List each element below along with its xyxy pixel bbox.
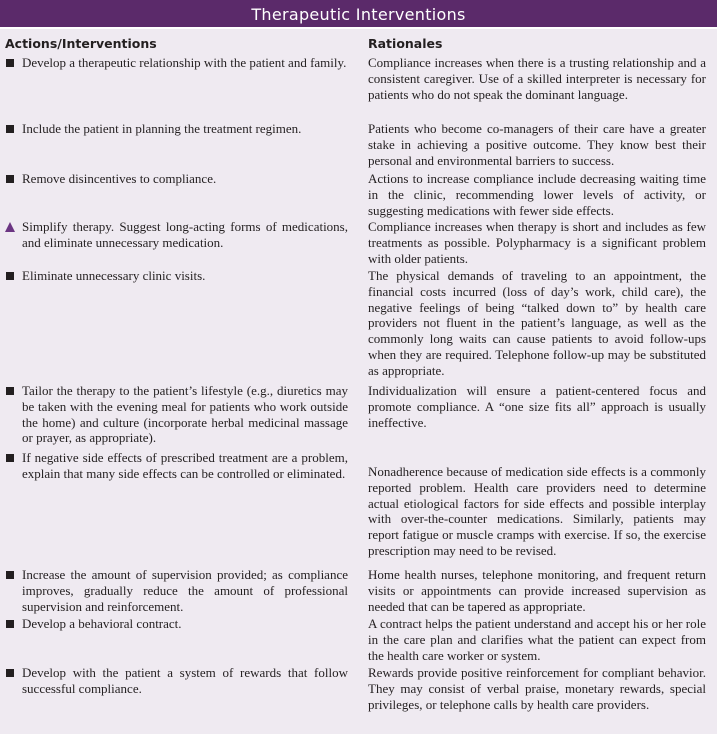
table-row: [0, 567, 717, 616]
table-row: [0, 383, 717, 450]
action-text: Increase the amount of supervision provided; as compliance improves, gradually reduce the amount of professional supervision and reinforcement.: [22, 567, 348, 614]
action-text: Tailor the therapy to the patient’s lifestyle (e.g., diuretics may be taken with the evening meal for patients who work outside the home) and culture (incorporate herbal medicinal massage or prayer, as appropriate).: [22, 383, 348, 446]
action-text: Simplify therapy. Suggest long-acting forms of medications, and eliminate unnecessary medication.: [22, 219, 348, 250]
action-text: Develop a therapeutic relationship with the patient and family.: [22, 55, 347, 70]
action-text: Remove disincentives to compliance.: [22, 171, 217, 186]
column-header-actions: Actions/Interventions: [5, 36, 157, 51]
table-title-bar: [0, 0, 717, 29]
rationale-cell: Patients who become co-managers of their care have a greater stake in achieving a positive outcome. They know best their personal and environmental barriers to success.: [368, 121, 706, 168]
rationale-cell: Compliance increases when there is a trusting relationship and a consistent caregiver. Use of a skilled interpreter is necessary for patients who do not speak the dominant language.: [368, 55, 706, 102]
rationale-cell: Compliance increases when therapy is short and includes as few treatments as possible. Polypharmacy is a significant problem with older patients.: [368, 219, 706, 266]
table-row: [0, 268, 717, 383]
square-bullet-icon: [6, 571, 14, 579]
rationale-cell: Home health nurses, telephone monitoring, and frequent return visits or appointments can provide increased supervision as needed that can be tapered as appropriate.: [368, 567, 706, 614]
square-bullet-icon: [6, 669, 14, 677]
square-bullet-icon: [6, 272, 14, 280]
rationale-cell: Nonadherence because of medication side effects is a commonly reported problem. Health care providers need to determine actual etiological factors for side effects and possible interplay with over-the-counter medications. Similarly, patients may report fatigue or muscle cramps with exercise. If so, the exercise prescription may need to be revised.: [368, 464, 706, 558]
table-row: [0, 171, 717, 219]
action-cell: [5, 171, 348, 219]
square-bullet-icon: [6, 59, 14, 67]
action-cell: [5, 219, 348, 268]
action-cell: [5, 665, 348, 729]
table-body: [0, 55, 717, 729]
table-row: [0, 219, 717, 268]
table-row: [0, 616, 717, 665]
action-cell: [5, 268, 348, 383]
rationale-cell: A contract helps the patient understand and accept his or her role in the care plan and clarifies what the patient can expect from the health care worker or system.: [368, 616, 706, 663]
action-cell: [5, 616, 348, 665]
rationale-cell: Actions to increase compliance include decreasing waiting time in the clinic, recommending lower levels of activity, or suggesting medications with fewer side effects.: [368, 171, 706, 218]
action-text: Eliminate unnecessary clinic visits.: [22, 268, 206, 283]
triangle-bullet-icon: [5, 222, 15, 232]
square-bullet-icon: [6, 454, 14, 462]
square-bullet-icon: [6, 387, 14, 395]
rationale-cell: The physical demands of traveling to an appointment, the financial costs incurred (loss of day’s work, child care), the negative feelings of being “talked down to” by health care providers not fluent in the patient’s language, as well as the commonly long waits can cause patients to avoid follow-ups when they are required. Telephone follow-up may be substituted as appropriate.: [368, 268, 706, 378]
action-text: Develop a behavioral contract.: [22, 616, 182, 631]
column-header-rationales: Rationales: [368, 36, 443, 51]
action-cell: [5, 567, 348, 616]
rationale-cell: Rewards provide positive reinforcement for compliant behavior. They may consist of verbal praise, monetary rewards, special privileges, or telephone calls by health care providers.: [368, 665, 706, 712]
table-row: [0, 55, 717, 121]
action-cell: [5, 55, 348, 121]
square-bullet-icon: [6, 125, 14, 133]
square-bullet-icon: [6, 620, 14, 628]
table-row: [0, 121, 717, 171]
action-cell: [5, 450, 348, 567]
action-text: Develop with the patient a system of rewards that follow successful compliance.: [22, 665, 348, 696]
column-header-row: [0, 29, 717, 51]
action-text: If negative side effects of prescribed treatment are a problem, explain that many side effects can be controlled or eliminated.: [22, 450, 348, 481]
rationale-cell: Individualization will ensure a patient-centered focus and promote compliance. A “one size fits all” approach is usually ineffective.: [368, 383, 706, 430]
action-text: Include the patient in planning the treatment regimen.: [22, 121, 302, 136]
action-cell: [5, 383, 348, 450]
square-bullet-icon: [6, 175, 14, 183]
table-row: [0, 450, 717, 567]
action-cell: [5, 121, 348, 171]
table-title: Therapeutic Interventions: [251, 5, 466, 24]
table-row: [0, 665, 717, 729]
